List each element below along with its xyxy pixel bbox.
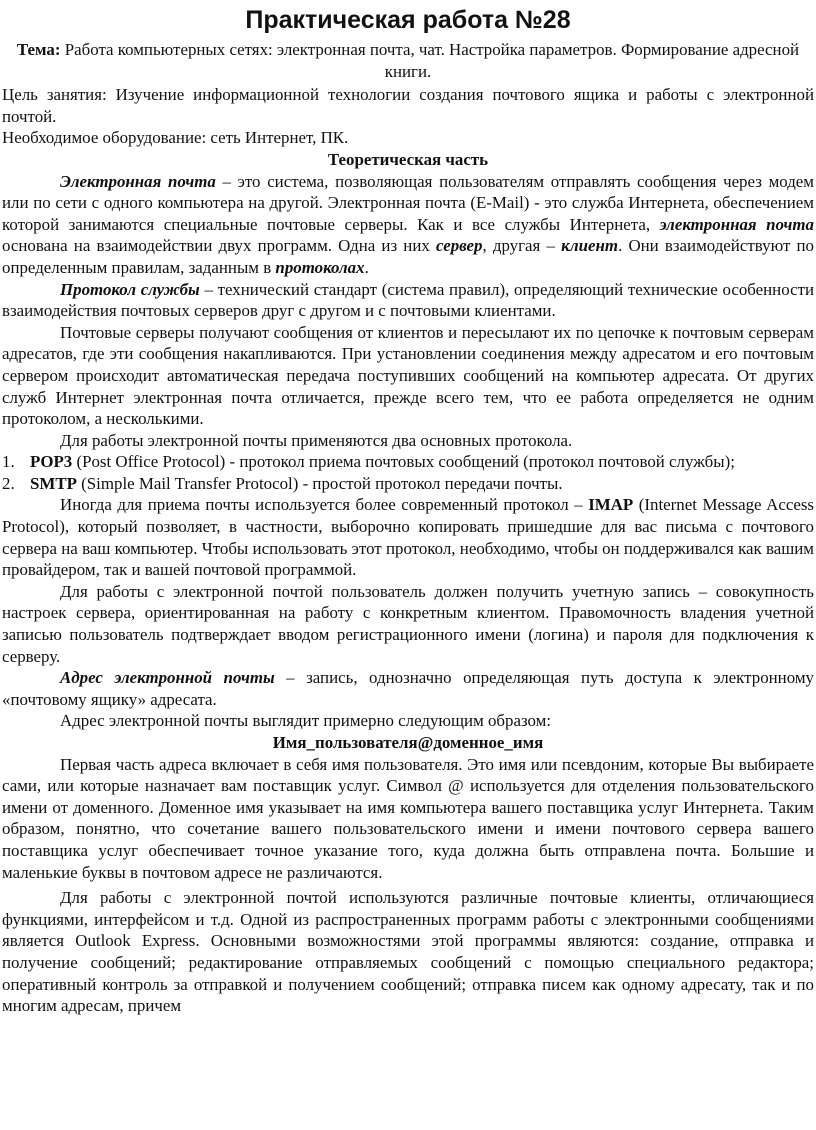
text-span: Иногда для приема почты используется более современный протокол – (60, 495, 589, 515)
term-protocol: Протокол службы (60, 279, 200, 299)
topic-label: Тема: (16, 40, 61, 59)
goal-paragraph: Цель занятия: Изучение информационной технологии создания почтового ящика и работы с электронной почтой. (2, 85, 814, 126)
text-span: основана на взаимодействии двух программ. Одна из них (2, 236, 436, 256)
section-title: Теоретическая часть (327, 149, 489, 169)
paragraph-account: Для работы с электронной почтой пользователь должен получить учетную запись – совокупность настроек сервера, ориентированная на работу с конкретным клиентом. Правомочность владения учетной записью пользователь подтверждает вводом регистрационного имени (логина) и пароля для подключения к серверу. (2, 581, 814, 666)
paragraph-mail-servers: Почтовые серверы получают сообщения от клиентов и пересылают их по цепочке к почтовым серверам адресатов, где эти сообщения накапливаются. При установлении соединения между адресатом и его почтовым сервером происходит автоматическая передача поступивших сообщений на компьютер адресата. От других служб Интернет электронная почта отличается, прежде всего тем, что ее работа определяется не одним протоколом, а несколькими. (2, 322, 814, 429)
text-span: . Они взаимодействуют по определенным правилам, заданным в (2, 236, 814, 277)
list-number: 2. (2, 473, 15, 493)
term-address: Адрес электронной почты (60, 668, 275, 688)
term-server: сервер (435, 236, 483, 256)
paragraph-two-protocols: Для работы электронной почты применяются два основных протокола. (60, 430, 573, 450)
paragraph-address-intro: Адрес электронной почты выглядит примерно следующим образом: (60, 711, 552, 731)
paragraph-protocol-definition (2, 279, 814, 322)
paragraph-address-parts: Первая часть адреса включает в себя имя пользователя. Это имя или псевдоним, которые Вы выбираете сами, или которые назначает вам поставщик услуг. Символ @ используется для отделения пользовательского имени от доменного. Доменное имя указывает на имя компьютера вашего поставщика услуг Интернета. Таким образом, понятно, что сочетание вашего пользовательского имени и имени почтового сервера вашего поставщика услуг обеспечивает точное указание того, куда должна быть отправлена почта. Большие и маленькие буквы в почтовом адресе не различаются. (2, 754, 814, 882)
address-format: Имя_пользователя@доменное_имя (272, 733, 544, 752)
list-number: 1. (2, 452, 15, 472)
protocol-text: (Simple Mail Transfer Protocol) - простой протокол передачи почты. (76, 473, 563, 493)
topic-line (2, 39, 814, 82)
topic-text: Работа компьютерных сетях: электронная почта, чат. Настройка параметров. Формирование адресной книги. (64, 40, 800, 81)
protocol-item-smtp (2, 473, 814, 495)
text-span: (Internet Message Access Protocol), который позволяет, в частности, выборочно копировать пришедшие для вас письма с почтового сервера на ваш компьютер. Чтобы использовать этот протокол, необходимо, чтобы он поддерживался как вашим провайдером, так и вашей почтовой программой. (2, 495, 814, 580)
protocol-name: SMTP (30, 473, 77, 493)
equipment-paragraph: Необходимое оборудование: сеть Интернет, ПК. (2, 128, 349, 148)
text-span: – технический стандарт (система правил), определяющий технические особенности взаимодействия почтовых серверов друг с другом и с почтовыми клиентами. (2, 279, 815, 321)
text-span: , другая – (482, 236, 562, 256)
paragraph-mail-clients: Для работы с электронной почтой используются различные почтовые клиенты, отличающиеся функциями, интерфейсом и т.д. Одной из распространенных программ работы с электронными сообщениями является Outlook Express. Основными возможностями этой программы являются: создание, отправка и получение сообщений; редактирование отправляемых сообщений с помощью специального редактора; оперативный контроль за отправкой и получением сообщений; отправка писем как одному адресату, так и по многим адресам, причем (2, 888, 814, 1016)
paragraph-email-definition (2, 171, 814, 279)
text-span: . (364, 257, 369, 277)
text-span: – это система, позволяющая пользователям отправлять сообщения через модем или по сети с одного компьютера на другой. Электронная почта (E-Mail) - это служба Интернета, обеспечением которой занимаются специальные почтовые серверы. Как и все службы Интернета, (2, 171, 814, 234)
term-protocols: протоколах (275, 257, 365, 277)
paragraph-address-definition (2, 667, 814, 710)
protocol-text: (Post Office Protocol) - протокол приема почтовых сообщений (протокол почтовой службы); (72, 452, 735, 472)
paragraph-imap (2, 494, 814, 580)
page-title: Практическая работа №28 (245, 6, 571, 34)
term-email: Электронная почта (60, 171, 216, 191)
protocol-name-imap: IMAP (588, 495, 634, 515)
protocol-item-pop3 (2, 451, 814, 473)
term-client: клиент (561, 236, 619, 256)
term-email-2: электронная почта (659, 214, 814, 234)
text-span: – запись, однозначно определяющая путь доступа к электронному «почтовому ящику» адресата. (2, 668, 814, 709)
protocol-name: POP3 (30, 452, 73, 472)
